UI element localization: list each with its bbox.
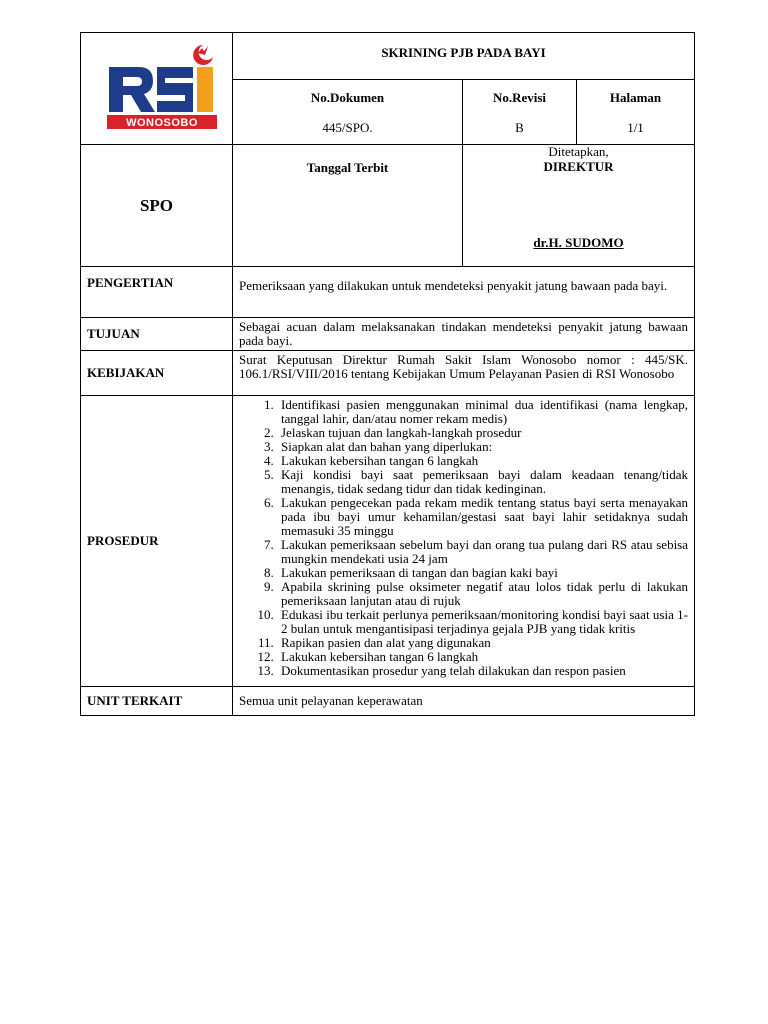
- tujuan-label: TUJUAN: [81, 318, 233, 351]
- list-item: 13. Dokumentasikan prosedur yang telah dilakukan dan respon pasien: [277, 664, 688, 678]
- doc-number-label: No.Dokumen: [310, 90, 385, 105]
- list-item: 7. Lakukan pemeriksaan sebelum bayi dan orang tua pulang dari RS atau sebisa mungkin mendekati usia 24 jam: [277, 538, 688, 566]
- established-cell: [463, 145, 695, 267]
- svg-text:WONOSOBO: WONOSOBO: [126, 117, 198, 129]
- spo-table: [80, 32, 695, 716]
- kebijakan-label: KEBIJAKAN: [81, 351, 233, 396]
- prosedur-content: [233, 396, 695, 687]
- rsi-logo-icon: [107, 39, 217, 129]
- unit-terkait-label: UNIT TERKAIT: [81, 687, 233, 716]
- list-item: 3. Siapkan alat dan bahan yang diperlukan:: [277, 440, 688, 454]
- list-item: 1. Identifikasi pasien menggunakan minimal dua identifikasi (nama lengkap, tanggal lahir, dan/atau nomer rekam medis): [277, 398, 688, 426]
- kebijakan-text: Surat Keputusan Direktur Rumah Sakit Islam Wonosobo nomor : 445/SK. 106.1/RSI/VIII/2016 tentang Kebijakan Umum Pelayanan Pasien di RSI Wonosobo: [233, 351, 695, 396]
- list-item: 5. Kaji kondisi bayi saat pemeriksaan bayi dalam keadaan tenang/tidak menangis, tidak sedang tidur dan tidak kedinginan.: [277, 468, 688, 496]
- list-item: 9. Apabila skrining pulse oksimeter negatif atau lolos tidak perlu di lakukan pemeriksaan lanjutan atau di rujuk: [277, 580, 688, 608]
- director-label: DIREKTUR: [543, 159, 614, 174]
- prosedur-steps: [233, 398, 688, 678]
- tujuan-text: Sebagai acuan dalam melaksanakan tindakan mendeteksi penyakit jatung bawaan pada bayi.: [233, 318, 695, 351]
- director-name: dr.H. SUDOMO: [533, 235, 624, 250]
- issue-date-label: Tanggal Terbit: [233, 145, 463, 267]
- list-item: 4. Lakukan kebersihan tangan 6 langkah: [277, 454, 688, 468]
- doc-number-cell: [233, 80, 463, 145]
- list-item: 6. Lakukan pengecekan pada rekam medik tentang status bayi serta menayakan pada ibu bayi umur kehamilan/gestasi saat bayi lahir setidaknya sudah memasuki 35 minggu: [277, 496, 688, 538]
- prosedur-label: PROSEDUR: [81, 396, 233, 687]
- list-item: 11. Rapikan pasien dan alat yang digunakan: [277, 636, 688, 650]
- unit-terkait-text: Semua unit pelayanan keperawatan: [233, 687, 695, 716]
- list-item: 8. Lakukan pemeriksaan di tangan dan bagian kaki bayi: [277, 566, 688, 580]
- list-item: 10. Edukasi ibu terkait perlunya pemeriksaan/monitoring kondisi bayi saat usia 1-2 bulan untuk mengantisipasi terjadinya gejala PJB yang tidak kritis: [277, 608, 688, 636]
- spo-document: [80, 32, 694, 716]
- revision-cell: [463, 80, 577, 145]
- pengertian-label: PENGERTIAN: [81, 267, 233, 318]
- list-item: 2. Jelaskan tujuan dan langkah-langkah prosedur: [277, 426, 688, 440]
- logo-cell: [81, 33, 233, 145]
- doc-number-value: 445/SPO.: [322, 120, 373, 135]
- page-value: 1/1: [627, 120, 644, 135]
- pengertian-text: Pemeriksaan yang dilakukan untuk mendeteksi penyakit jatung bawaan pada bayi.: [233, 267, 695, 318]
- established-label: Ditetapkan,: [548, 144, 609, 159]
- revision-label: No.Revisi: [492, 90, 547, 105]
- spo-label: SPO: [81, 145, 233, 267]
- document-title: SKRINING PJB PADA BAYI: [233, 33, 695, 80]
- revision-value: B: [515, 120, 524, 135]
- list-item: 12. Lakukan kebersihan tangan 6 langkah: [277, 650, 688, 664]
- page-label: Halaman: [609, 90, 662, 105]
- page-cell: [577, 80, 695, 145]
